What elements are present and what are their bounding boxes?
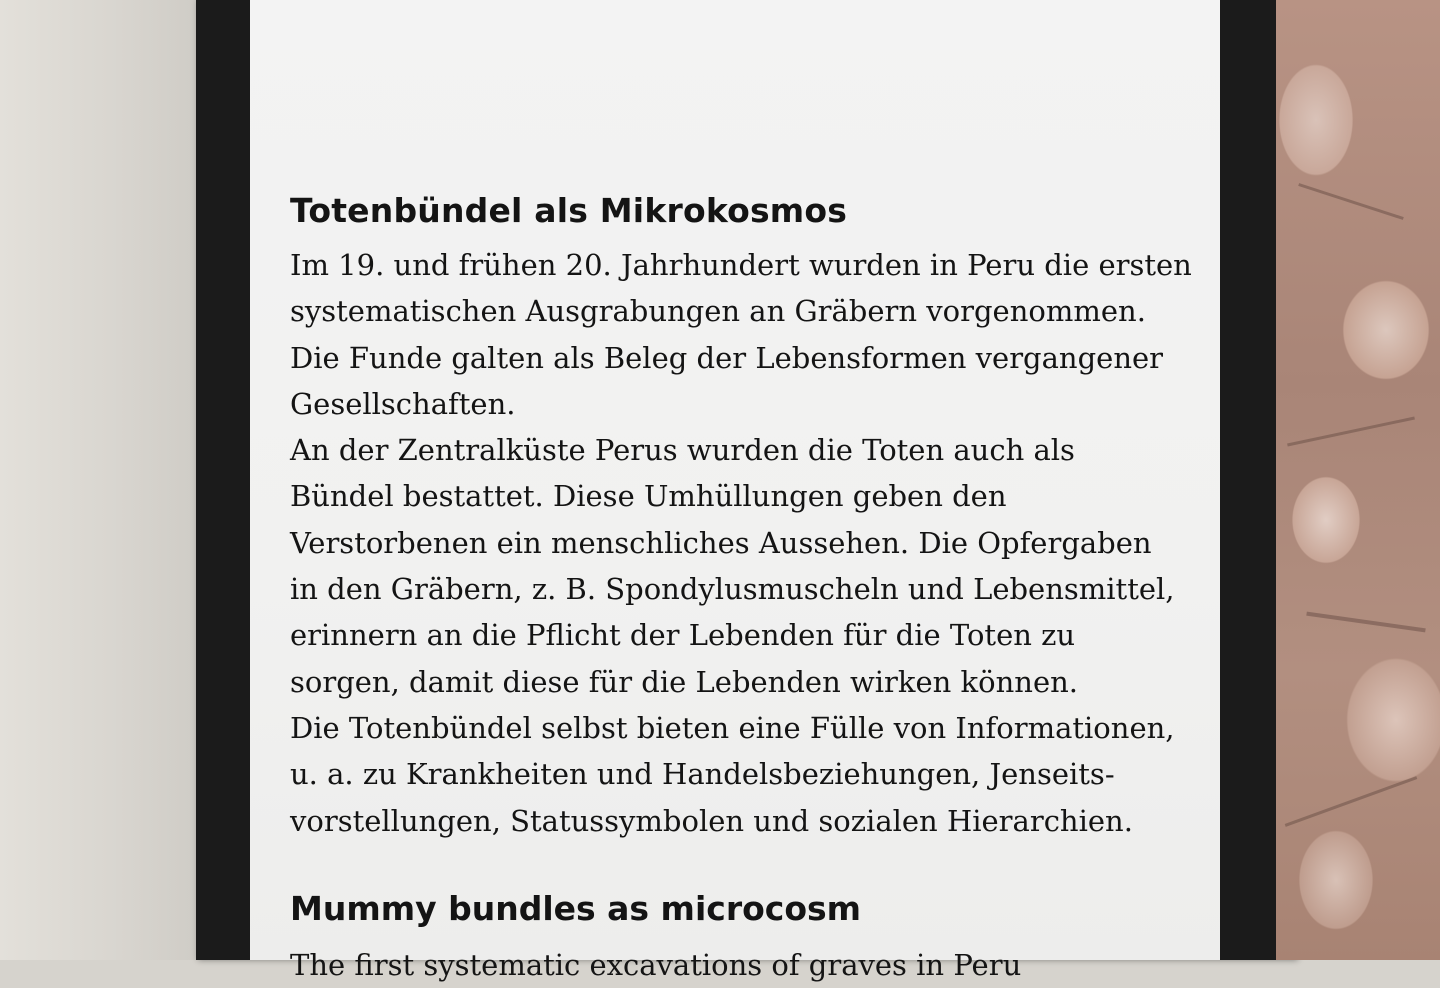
info-panel: [250, 0, 1220, 982]
text-line: sorgen, damit diese für die Lebenden wirken können.: [290, 664, 1078, 699]
text-line: Die Funde galten als Beleg der Lebensformen vergangener: [290, 340, 1164, 375]
english-heading: Mummy bundles as microcosm: [290, 889, 862, 928]
english-first-line-cut: The first systematic excavations of graves in Peru: [290, 948, 1022, 982]
text-line: u. a. zu Krankheiten und Handelsbeziehungen, Jenseits-: [290, 757, 1115, 792]
rock-wall-exhibit: [1276, 0, 1440, 960]
text-line: systematischen Ausgrabungen an Gräbern vorgenommen.: [290, 294, 1146, 329]
text-line: in den Gräbern, z. B. Spondylusmuscheln und Lebensmittel,: [290, 572, 1175, 607]
german-heading: Totenbündel als Mikrokosmos: [290, 191, 848, 230]
text-line: Gesellschaften.: [290, 386, 516, 421]
german-paragraph: [290, 242, 1190, 844]
text-line: erinnern an die Pflicht der Lebenden für die Toten zu: [290, 618, 1076, 653]
text-line: Verstorbenen ein menschliches Aussehen. Die Opfergaben: [290, 525, 1152, 560]
gallery-wall: [0, 0, 200, 960]
german-section: [290, 190, 1190, 844]
text-line: An der Zentralküste Perus wurden die Toten auch als: [290, 433, 1075, 468]
text-line: Im 19. und frühen 20. Jahrhundert wurden in Peru die ersten: [290, 248, 1192, 282]
text-line: vorstellungen, Statussymbolen und sozialen Hierarchien.: [290, 803, 1133, 838]
text-line: Bündel bestattet. Diese Umhüllungen geben den: [290, 479, 1007, 514]
text-line: Die Totenbündel selbst bieten eine Fülle von Informationen,: [290, 710, 1175, 745]
